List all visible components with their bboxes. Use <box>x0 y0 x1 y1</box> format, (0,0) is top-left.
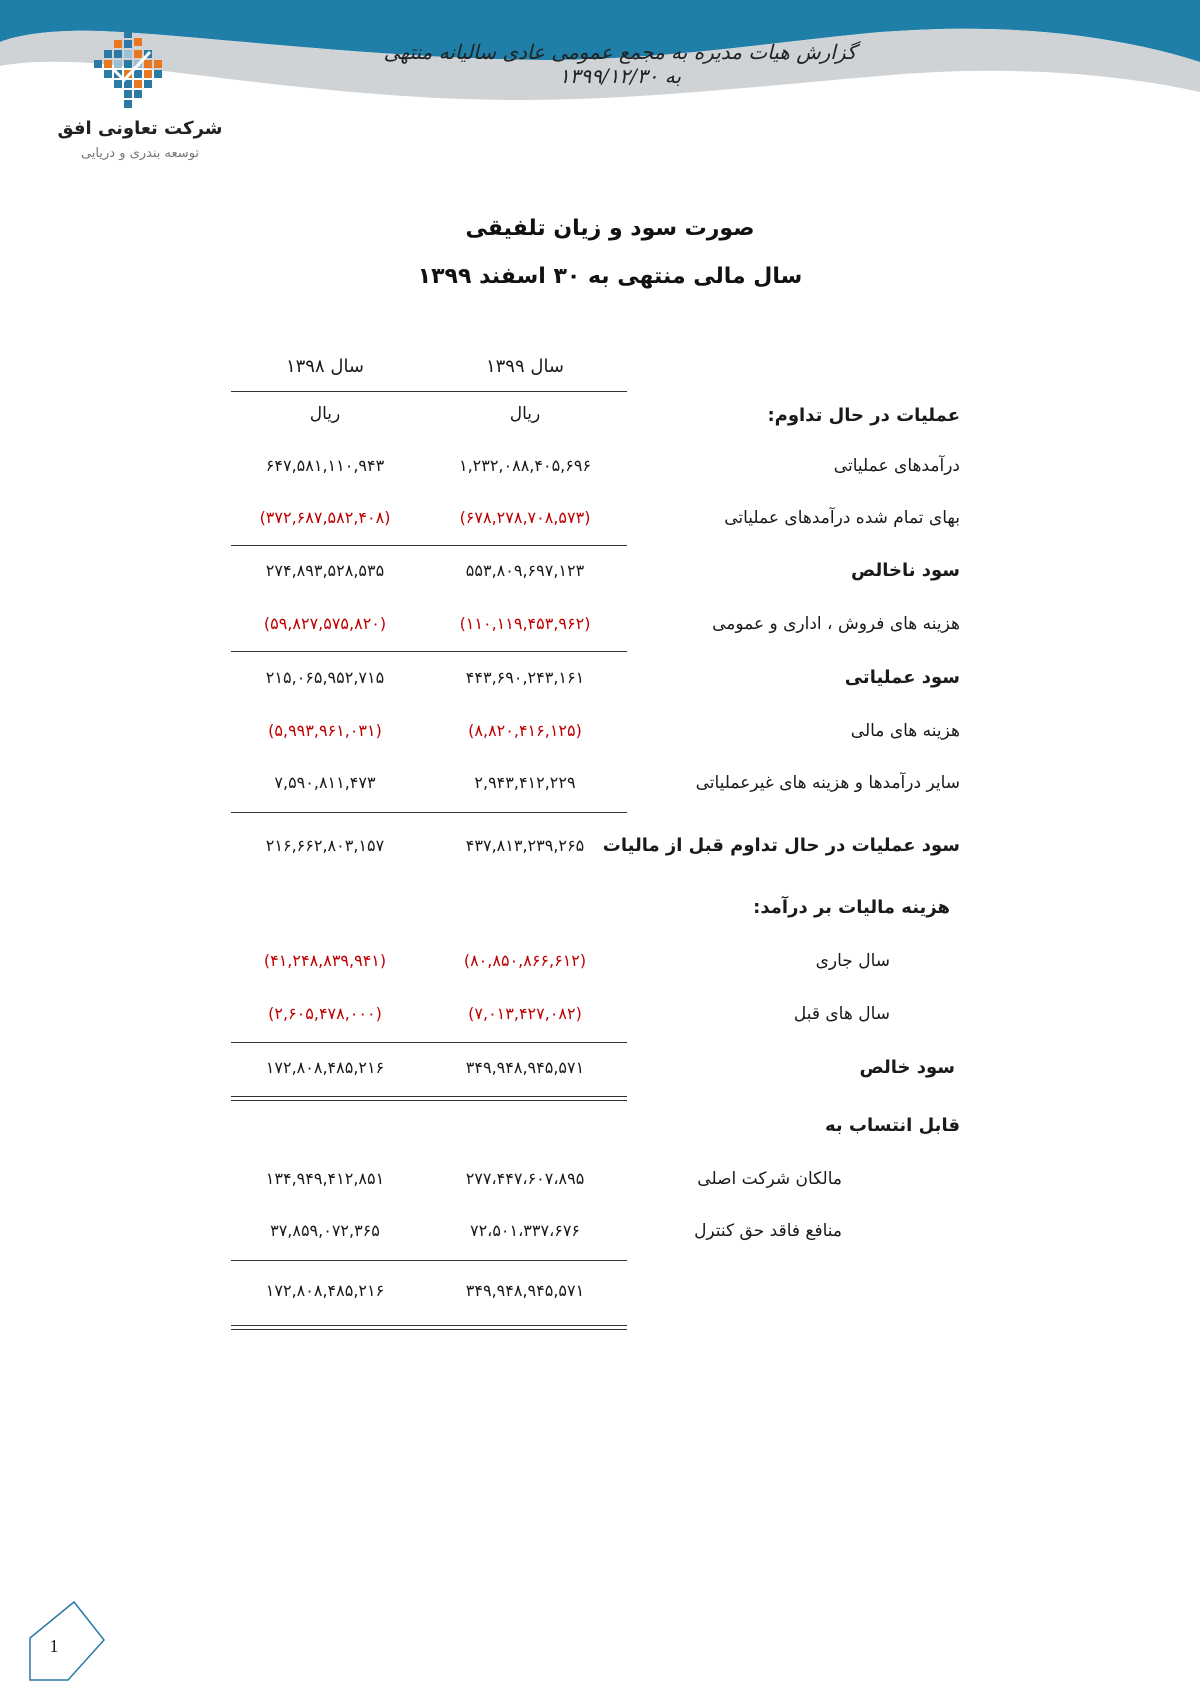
value-1398: ۲۱۶,۶۶۲,۸۰۳,۱۵۷ <box>265 836 385 855</box>
statement-subtitle: سال مالی منتهی به ۳۰ اسفند ۱۳۹۹ <box>417 264 803 289</box>
row-label: درآمدهای عملیاتی <box>833 456 960 476</box>
value-1399: ۲۷۷،۴۴۷،۶۰۷،۸۹۵ <box>465 1169 585 1188</box>
table-row <box>0 598 1200 650</box>
value-1399: ۱,۲۳۲,۰۸۸,۴۰۵,۶۹۶ <box>458 456 592 475</box>
value-1399: ۴۳۷,۸۱۳,۲۳۹,۲۶۵ <box>465 836 585 855</box>
value-1399: ۵۵۳,۸۰۹,۶۹۷,۱۲۳ <box>465 561 585 580</box>
value-1399: (۶۷۸,۲۷۸,۷۰۸,۵۷۳) <box>459 508 591 527</box>
row-label: هزینه های فروش ، اداری و عمومی <box>712 614 960 634</box>
value-1399: ۲,۹۴۳,۴۱۲,۲۲۹ <box>474 773 576 792</box>
table-row <box>0 705 1200 757</box>
row-label: سود عملیات در حال تداوم قبل از مالیات <box>602 835 960 856</box>
row-label: عملیات در حال تداوم: <box>767 405 960 426</box>
row-label: سود خالص <box>859 1057 955 1078</box>
column-header-1398: سال ۱۳۹۸ <box>285 356 365 377</box>
table-row <box>0 882 1200 934</box>
value-1398: ۱۳۴,۹۴۹,۴۱۲,۸۵۱ <box>265 1169 385 1188</box>
row-label: سال جاری <box>815 951 890 971</box>
table-row <box>0 652 1200 704</box>
value-1398: ۲۷۴,۸۹۳,۵۲۸,۵۳۵ <box>265 561 385 580</box>
table-row <box>0 820 1200 872</box>
value-1399: ۷۲،۵۰۱،۳۳۷،۶۷۶ <box>469 1221 581 1240</box>
company-subtitle: توسعه بندری و دریایی <box>80 146 200 161</box>
value-1399: (۱۱۰,۱۱۹,۴۵۳,۹۶۲) <box>459 614 591 633</box>
value-1398: (۴۱,۲۴۸,۸۳۹,۹۴۱) <box>263 951 387 970</box>
row-label: منافع فاقد حق کنترل <box>694 1221 842 1241</box>
value-1398: (۵۹,۸۲۷,۵۷۵,۸۲۰) <box>263 614 387 633</box>
company-name: شرکت تعاونی افق <box>57 118 223 139</box>
value-1398: ۱۷۲,۸۰۸,۴۸۵,۲۱۶ <box>265 1058 385 1077</box>
row-label: قابل انتساب به <box>824 1115 960 1136</box>
column-header-1399: سال ۱۳۹۹ <box>485 356 565 377</box>
subtotal-rule <box>231 812 627 813</box>
table-row <box>0 935 1200 987</box>
table-row <box>0 1042 1200 1094</box>
table-row <box>0 1153 1200 1205</box>
report-header-title: گزارش هیات مدیره به مجمع عمومی عادی سالیانه منتهی به ۱۳۹۹/۱۲/۳۰ <box>383 40 857 88</box>
table-row <box>0 545 1200 597</box>
value-1398: ۳۷,۸۵۹,۰۷۲,۳۶۵ <box>270 1221 380 1240</box>
table-row <box>0 440 1200 492</box>
row-label: سال های قبل <box>793 1004 890 1024</box>
value-1399: (۷,۰۱۳,۴۲۷,۰۸۲) <box>468 1004 582 1023</box>
row-label: سایر درآمدها و هزینه های غیرعملیاتی <box>695 773 960 793</box>
unit-1399: ریال <box>509 404 541 424</box>
row-label: سود ناخالص <box>850 560 960 581</box>
row-label: مالکان شرکت اصلی <box>697 1169 842 1189</box>
row-label: بهای تمام شده درآمدهای عملیاتی <box>724 508 960 528</box>
value-1399: ۳۴۹,۹۴۸,۹۴۵,۵۷۱ <box>465 1058 585 1077</box>
table-row <box>0 988 1200 1040</box>
value-1399: (۸,۸۲۰,۴۱۶,۱۲۵) <box>468 721 582 740</box>
value-1398: (۵,۹۹۳,۹۶۱,۰۳۱) <box>268 721 382 740</box>
value-1398: ۲۱۵,۰۶۵,۹۵۲,۷۱۵ <box>265 668 385 687</box>
statement-title: صورت سود و زیان تلفیقی <box>465 216 755 241</box>
page-number: 1 <box>49 1636 59 1656</box>
value-1399: ۳۴۹,۹۴۸,۹۴۵,۵۷۱ <box>465 1281 585 1300</box>
page-number-badge-icon <box>22 1600 112 1685</box>
table-row <box>0 1265 1200 1317</box>
value-1399: ۴۴۳,۶۹۰,۲۴۳,۱۶۱ <box>465 668 585 687</box>
value-1398: ۱۷۲,۸۰۸,۴۸۵,۲۱۶ <box>265 1281 385 1300</box>
table-row <box>0 1100 1200 1152</box>
value-1398: (۲,۶۰۵,۴۷۸,۰۰۰) <box>268 1004 382 1023</box>
row-label: سود عملیاتی <box>844 667 960 688</box>
table-row <box>0 757 1200 809</box>
value-1398: ۷,۵۹۰,۸۱۱,۴۷۳ <box>274 773 376 792</box>
table-row <box>0 1205 1200 1257</box>
total-double-rule <box>231 1325 627 1330</box>
value-1399: (۸۰,۸۵۰,۸۶۶,۶۱۲) <box>463 951 587 970</box>
checkmark-grid-logo-icon <box>88 28 178 118</box>
row-label: هزینه های مالی <box>850 721 960 741</box>
table-row <box>0 390 1200 442</box>
subtotal-rule <box>231 1260 627 1261</box>
table-row <box>0 492 1200 544</box>
value-1398: ۶۴۷,۵۸۱,۱۱۰,۹۴۳ <box>265 456 385 475</box>
unit-1398: ریال <box>309 404 341 424</box>
row-label: هزینه مالیات بر درآمد: <box>753 897 950 918</box>
value-1398: (۳۷۲,۶۸۷,۵۸۲,۴۰۸) <box>259 508 391 527</box>
